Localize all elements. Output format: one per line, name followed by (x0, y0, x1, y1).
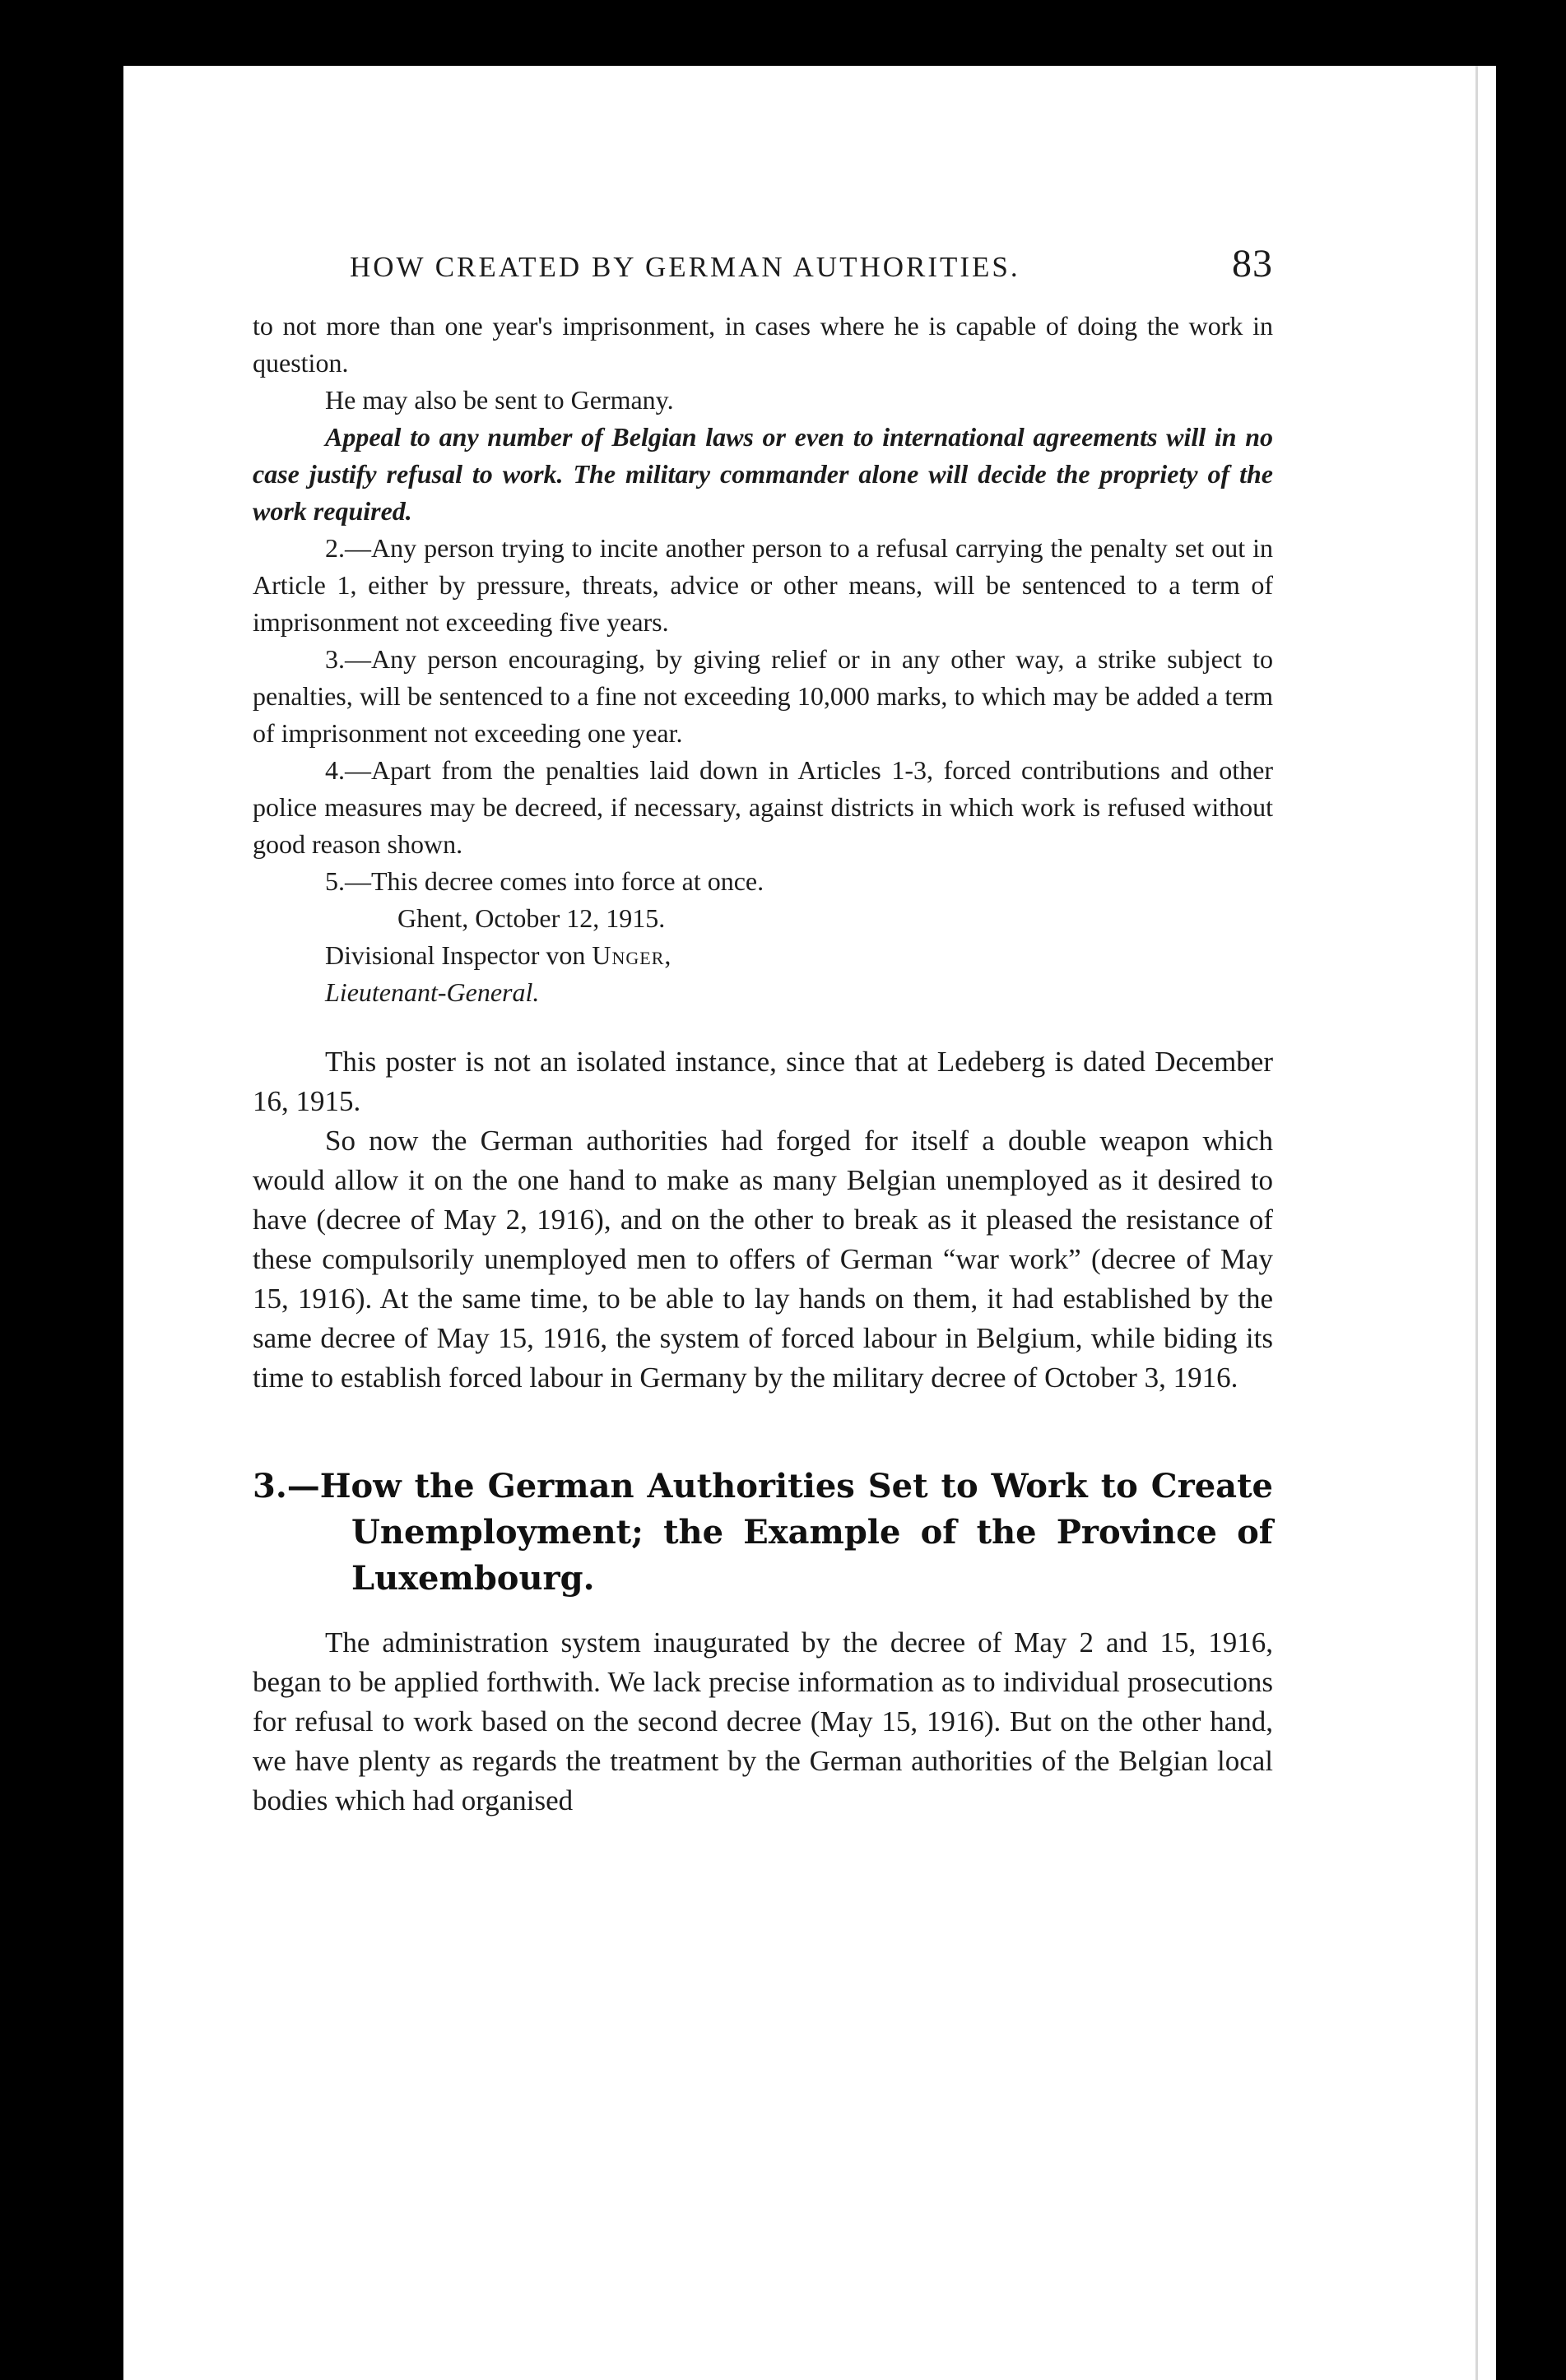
signatory-title: Divisional Inspector von (325, 940, 586, 970)
section-paragraph-1: The administration system inaugurated by the decree of May 2 and 15, 1916, began to be applied forthwith. We lack precise information as to individual prosecutions for refusal to work based on the second decree (May 15, 1916). But on the other hand, we have plenty as regards the treatment by the German authorities of the Belgian local bodies which had organised (253, 1626, 1273, 1816)
decree-article-4: 4.—Apart from the penalties laid down in Articles 1-3, forced contributions and other police measures may be decreed, if necessary, against districts in which work is refused without good reason shown. (253, 755, 1273, 859)
body-paragraph-2: So now the German authorities had forged for itself a double weapon which would allow it on the one hand to make as many Belgian unemployed as it desired to have (decree of May 2, 1916), and on the other to break as it pleased the resistance of these compulsorily unemployed men to offers of German “war work” (decree of May 15, 1916). At the same time, to be able to lay hands on them, it had established by the same decree of May 15, 1916, the system of forced labour in Belgium, while biding its time to establish forced labour in Germany by the military decree of October 3, 1916. (253, 1125, 1273, 1394)
decree-signature (253, 937, 1273, 974)
signatory-name: Unger, (592, 940, 672, 970)
body-text (253, 1042, 1273, 1398)
signatory-rank: Lieutenant-General. (325, 977, 540, 1007)
decree-article-5: 5.—This decree comes into force at once. (325, 866, 764, 896)
decree-paragraph-appeal: Appeal to any number of Belgian laws or even to international agreements will in no case justify refusal to work. The military commander alone will decide the propriety of the work required. (253, 422, 1273, 526)
decree-article-2: 2.—Any person trying to incite another person to a refusal carrying the penalty set out in Article 1, either by pressure, threats, advice or other means, will be sentenced to a term of imprisonment not exceeding five years. (253, 533, 1273, 637)
decree-text (253, 308, 1273, 1011)
body-paragraph-1: This poster is not an isolated instance, since that at Ledeberg is dated December 16, 1915. (253, 1046, 1273, 1117)
decree-paragraph-germany: He may also be sent to Germany. (325, 385, 674, 415)
running-title: HOW CREATED BY GERMAN AUTHORITIES. (350, 251, 1020, 283)
book-page (123, 66, 1496, 2380)
section-heading: 3.—How the German Authorities Set to Work to Create Unemployment; the Example of the Province of Luxembourg. (253, 1467, 1273, 1598)
decree-paragraph-continued: to not more than one year's imprisonment, in cases where he is capable of doing the work in question. (253, 311, 1273, 378)
decree-article-3: 3.—Any person encouraging, by giving relief or in any other way, a strike subject to penalties, will be sentenced to a fine not exceeding 10,000 marks, to which may be added a term of imprisonment not exceeding one year. (253, 644, 1273, 748)
page-number: 83 (1232, 242, 1273, 285)
section-text (253, 1623, 1273, 1821)
decree-place-date: Ghent, October 12, 1915. (397, 903, 666, 933)
running-head (253, 242, 1273, 286)
text-block (253, 242, 1273, 1821)
